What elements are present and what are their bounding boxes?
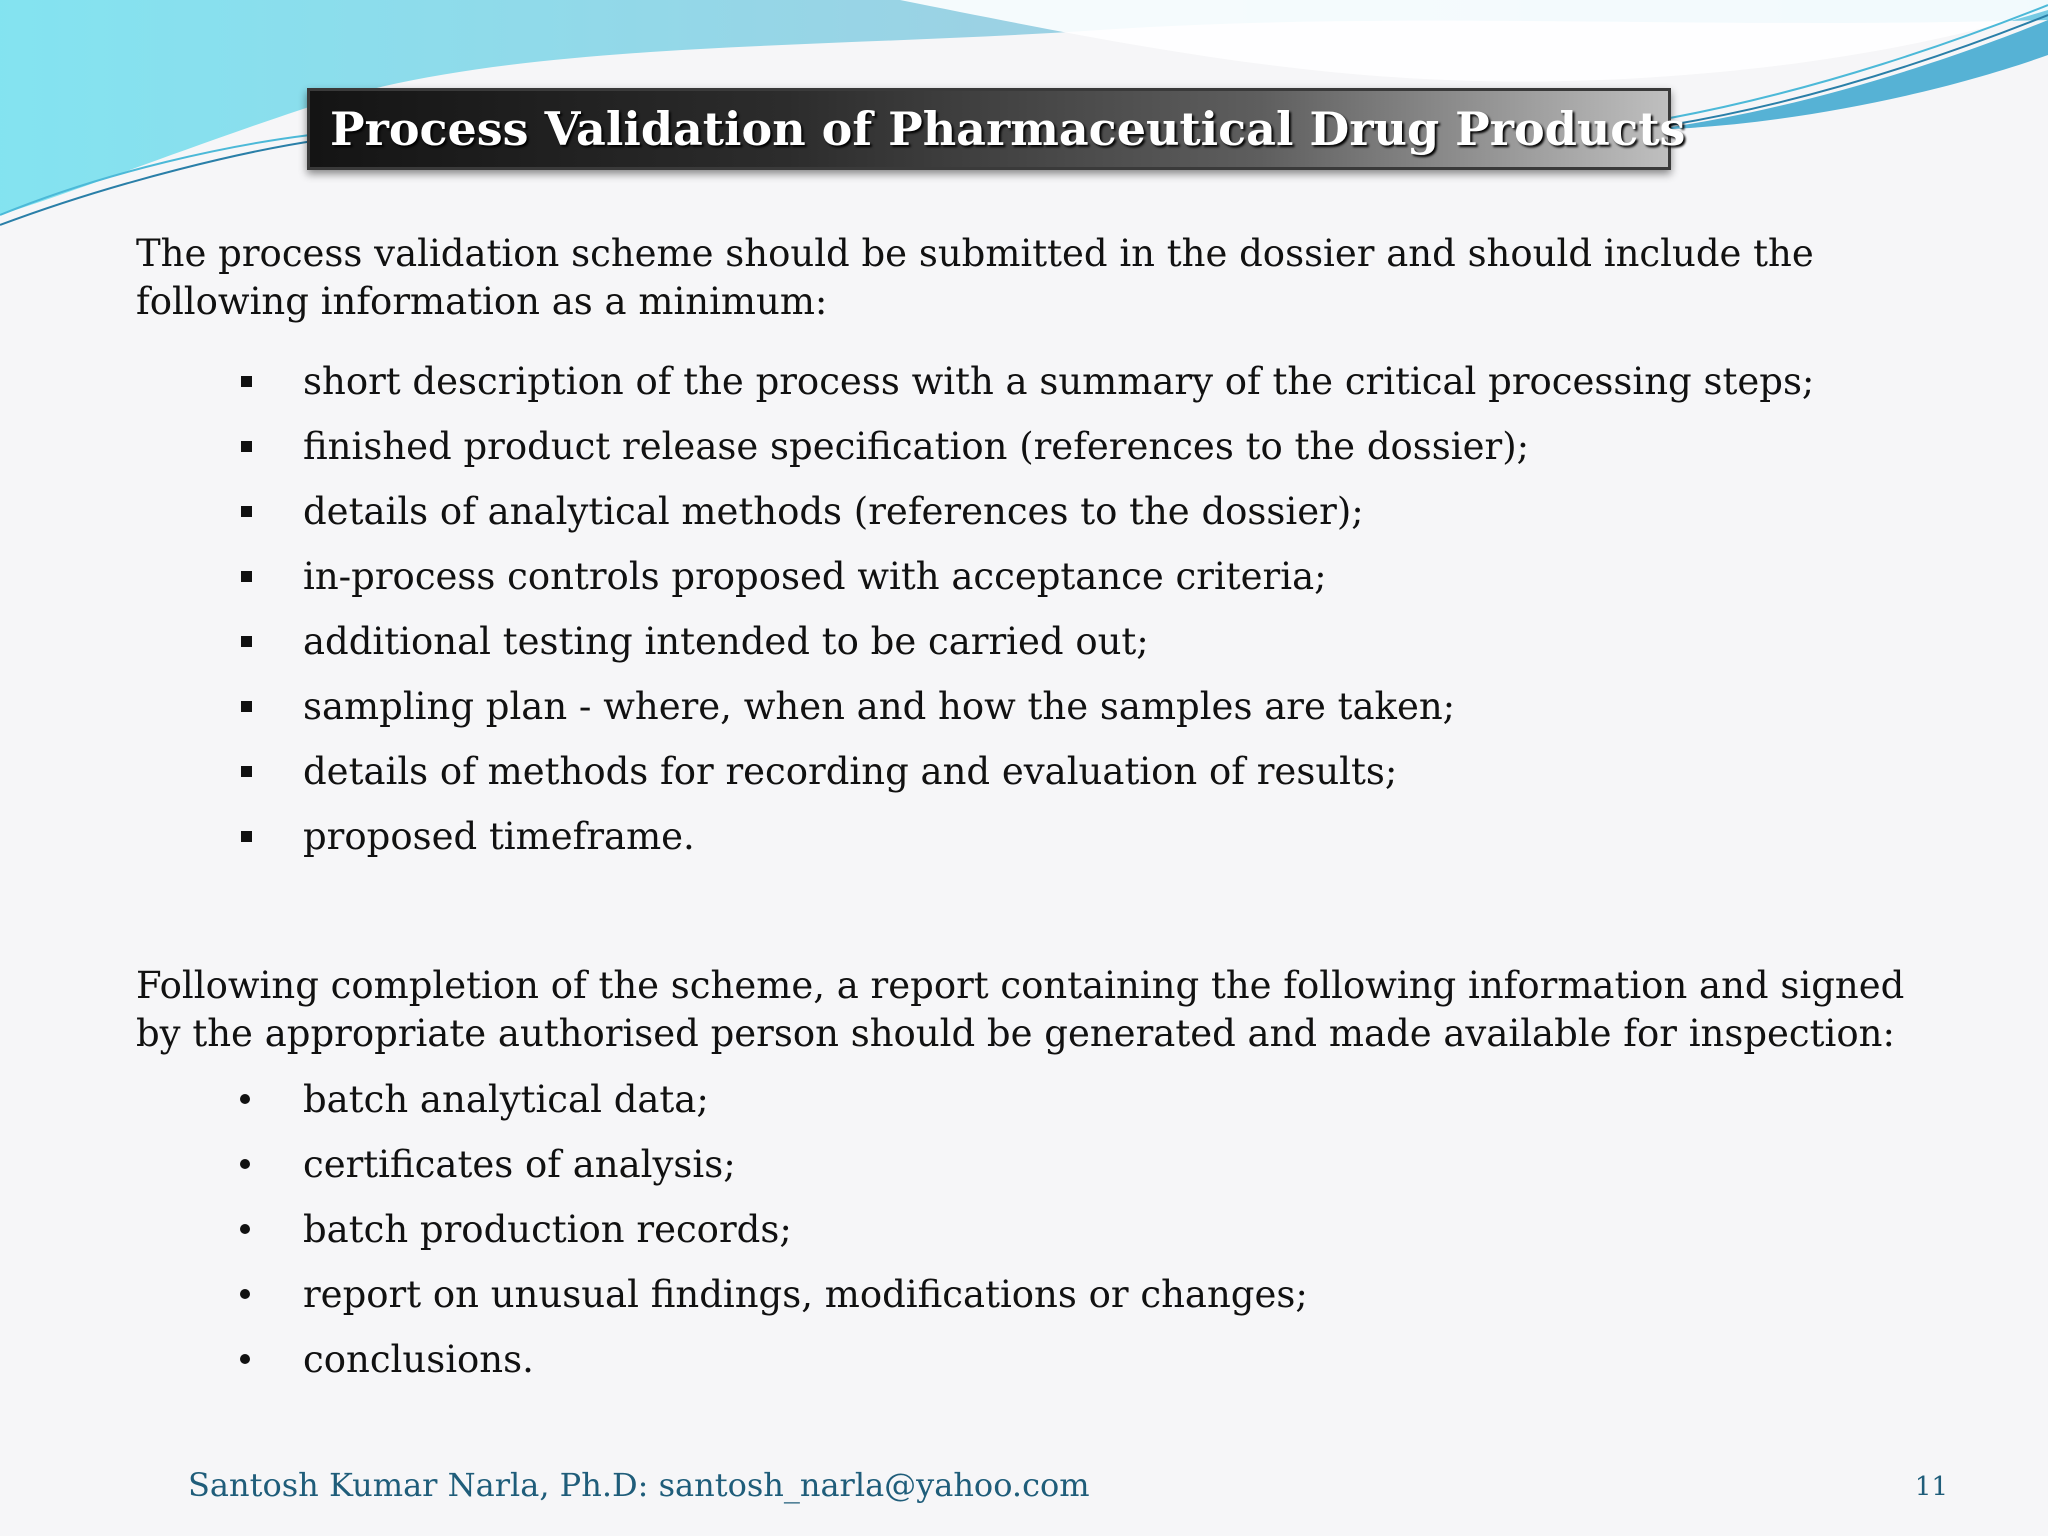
round-bullet-icon xyxy=(240,1354,250,1364)
list-item: in-process controls proposed with acceptance criteria; xyxy=(136,553,1936,618)
page-number: 11 xyxy=(1914,1472,1948,1502)
list-item: details of methods for recording and evaluation of results; xyxy=(136,748,1936,813)
list-item: conclusions. xyxy=(136,1336,1936,1401)
list-item: short description of the process with a summary of the critical processing steps; xyxy=(136,358,1936,423)
square-bullet-icon xyxy=(241,831,252,842)
list-item: certificates of analysis; xyxy=(136,1141,1936,1206)
list-item: proposed timeframe. xyxy=(136,813,1936,878)
square-bullet-icon xyxy=(241,636,252,647)
scheme-items-list xyxy=(136,358,1936,878)
square-bullet-icon xyxy=(241,701,252,712)
round-bullet-icon xyxy=(240,1159,250,1169)
list-item: details of analytical methods (references to the dossier); xyxy=(136,488,1936,553)
list-item: batch production records; xyxy=(136,1206,1936,1271)
intro-paragraph: The process validation scheme should be submitted in the dossier and should include the following information as a minimum: xyxy=(136,232,1814,323)
square-bullet-icon xyxy=(241,506,252,517)
list-item: report on unusual findings, modifications or changes; xyxy=(136,1271,1936,1336)
list-item: finished product release specification (references to the dossier); xyxy=(136,423,1936,488)
report-items-list xyxy=(136,1076,1936,1401)
report-intro-paragraph: Following completion of the scheme, a report containing the following information and signed by the appropriate authorised person should be generated and made available for inspection: xyxy=(136,964,1905,1055)
square-bullet-icon xyxy=(241,571,252,582)
list-item: batch analytical data; xyxy=(136,1076,1936,1141)
round-bullet-icon xyxy=(240,1094,250,1104)
square-bullet-icon xyxy=(241,441,252,452)
slide-title-bar xyxy=(307,88,1686,170)
slide-title: Process Validation of Pharmaceutical Drug Products xyxy=(330,102,1686,156)
round-bullet-icon xyxy=(240,1289,250,1299)
square-bullet-icon xyxy=(241,376,252,387)
list-item: sampling plan - where, when and how the samples are taken; xyxy=(136,683,1936,748)
slide-content xyxy=(136,230,1936,1401)
footer-author: Santosh Kumar Narla, Ph.D: santosh_narla@yahoo.com xyxy=(188,1466,1090,1504)
list-item: additional testing intended to be carried out; xyxy=(136,618,1936,683)
square-bullet-icon xyxy=(241,766,252,777)
round-bullet-icon xyxy=(240,1224,250,1234)
